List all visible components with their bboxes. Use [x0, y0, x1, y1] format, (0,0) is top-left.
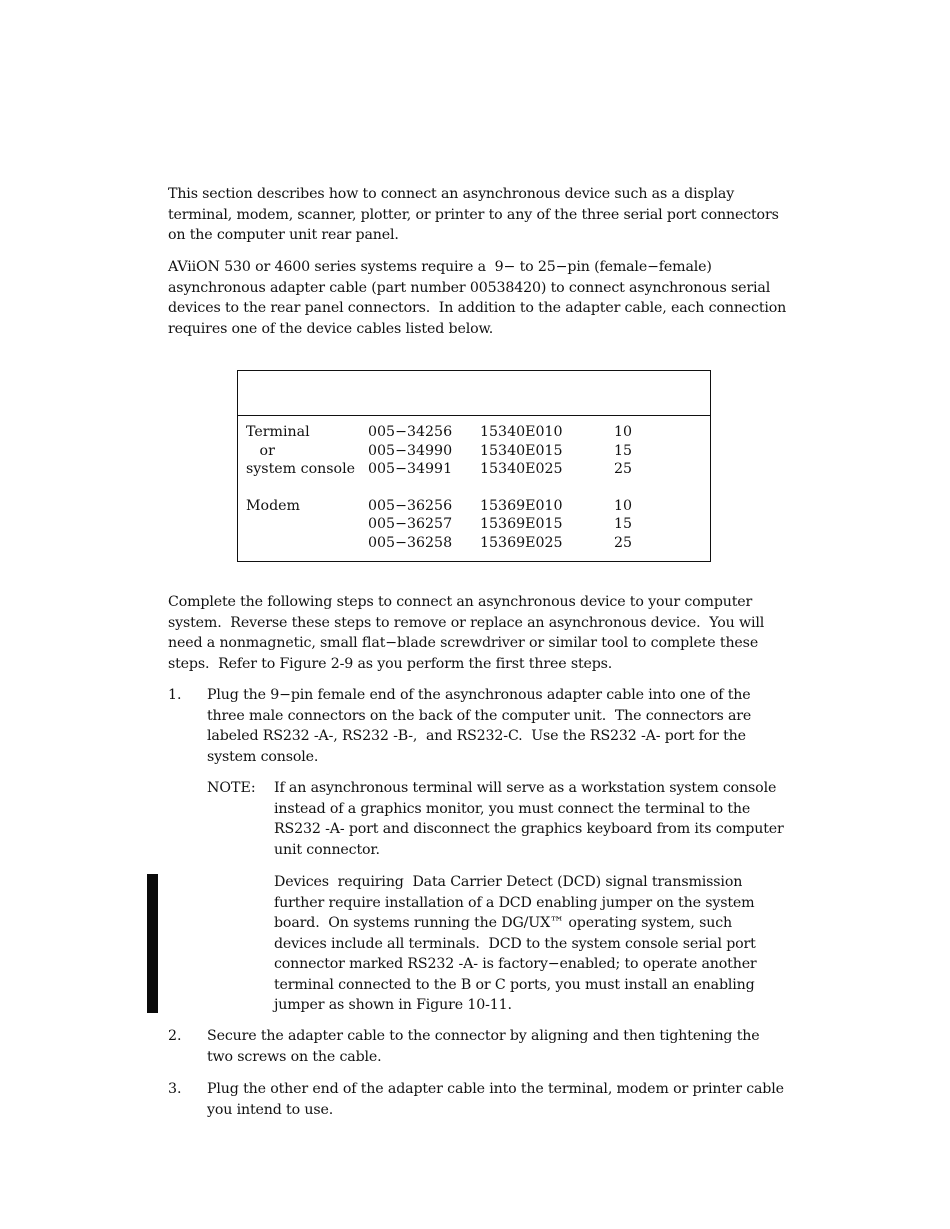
text-line: AViiON 530 or 4600 series systems require a 9− to 25−pin (female−female) [168, 259, 712, 275]
text-line: RS232 -A- port and disconnect the graphics keyboard from its computer [274, 821, 784, 837]
table-row [238, 497, 710, 516]
model-cell: 005−34256 [368, 424, 453, 440]
length-cell: 15 [614, 442, 633, 459]
note-paragraph-2 [274, 872, 794, 1016]
text-line: three male connectors on the back of the computer unit. The connectors are [207, 707, 752, 724]
step-3-text [207, 1079, 787, 1120]
model-cell: 005−36256 [368, 497, 453, 514]
text-line: on the computer unit rear panel. [168, 227, 399, 243]
step-1-text [207, 685, 787, 767]
note-paragraph-1 [274, 778, 794, 860]
part-cell: 15369E015 [480, 516, 563, 533]
device-cell: system console [246, 461, 356, 478]
intro-paragraph-1 [168, 184, 788, 246]
part-cell: 15369E025 [480, 534, 563, 551]
text-line: unit connector. [274, 841, 380, 858]
text-line: board. On systems running the DG/UX™ operating system, such [274, 915, 732, 931]
text-line: Devices requiring Data Carrier Detect (DCD) signal transmission [274, 874, 743, 890]
step-number: 1. [168, 687, 182, 703]
device-cell: Terminal [246, 424, 310, 440]
text-line: Secure the adapter cable to the connector by aligning and then tightening the [207, 1028, 760, 1044]
device-cell: Modem [246, 497, 300, 514]
text-line: labeled RS232 -A-, RS232 -B-, and RS232-C. Use the RS232 -A- port for the [207, 728, 746, 744]
table-row [238, 460, 710, 479]
device-cell: or [246, 442, 275, 459]
note-label: NOTE: [207, 780, 256, 796]
step-number: 2. [168, 1028, 182, 1044]
text-line: devices include all terminals. DCD to the system console serial port [274, 935, 756, 952]
length-cell: 10 [614, 497, 633, 514]
table-header [238, 371, 710, 416]
table-body [238, 423, 710, 553]
text-line: instead of a graphics monitor, you must connect the terminal to the [274, 800, 751, 817]
text-line: Plug the other end of the adapter cable into the terminal, modem or printer cable [207, 1081, 784, 1097]
part-cell: 15340E015 [480, 442, 563, 459]
length-cell: 25 [614, 534, 633, 551]
text-line: This section describes how to connect an asynchronous device such as a display [168, 186, 735, 202]
text-line: Plug the 9−pin female end of the asynchronous adapter cable into one of the [207, 687, 751, 703]
text-line: system. Reverse these steps to remove or replace an asynchronous device. You will [168, 614, 765, 631]
text-line: jumper as shown in Figure 10-11. [274, 997, 512, 1013]
table-row [238, 534, 710, 553]
text-line: further require installation of a DCD enabling jumper on the system [274, 894, 755, 911]
revision-change-bar [147, 874, 158, 1013]
part-cell: 15369E010 [480, 497, 563, 514]
text-line: terminal connected to the B or C ports, you must install an enabling [274, 976, 755, 993]
step-number: 3. [168, 1081, 182, 1097]
text-line: devices to the rear panel connectors. In addition to the adapter cable, each connection [168, 300, 787, 316]
intro-paragraph-2 [168, 257, 788, 339]
text-line: system console. [207, 748, 319, 765]
model-cell: 005−36258 [368, 534, 453, 551]
text-line: need a nonmagnetic, small flat−blade screwdriver or similar tool to complete these [168, 635, 759, 651]
text-line: steps. Refer to Figure 2-9 as you perform the first three steps. [168, 655, 613, 672]
model-cell: 005−34990 [368, 442, 453, 459]
model-cell: 005−34991 [368, 461, 453, 478]
text-line: requires one of the device cables listed below. [168, 320, 494, 337]
text-line: terminal, modem, scanner, plotter, or printer to any of the three serial port connectors [168, 206, 779, 223]
text-line: asynchronous adapter cable (part number 00538420) to connect asynchronous serial [168, 279, 771, 296]
table-row [238, 515, 710, 534]
table-row [238, 442, 710, 461]
table-row [238, 423, 710, 442]
text-line: connector marked RS232 -A- is factory−enabled; to operate another [274, 956, 757, 972]
steps-intro-paragraph [168, 592, 788, 674]
length-cell: 15 [614, 516, 633, 533]
model-cell: 005−36257 [368, 516, 453, 533]
part-cell: 15340E010 [480, 424, 563, 440]
text-line: two screws on the cable. [207, 1048, 382, 1065]
text-line: Complete the following steps to connect an asynchronous device to your computer [168, 594, 753, 610]
length-cell: 25 [614, 461, 633, 478]
cable-table [237, 370, 711, 562]
step-2-text [207, 1026, 787, 1067]
text-line: you intend to use. [207, 1101, 334, 1118]
length-cell: 10 [614, 424, 633, 440]
text-line: If an asynchronous terminal will serve as a workstation system console [274, 780, 777, 796]
part-cell: 15340E025 [480, 461, 563, 478]
